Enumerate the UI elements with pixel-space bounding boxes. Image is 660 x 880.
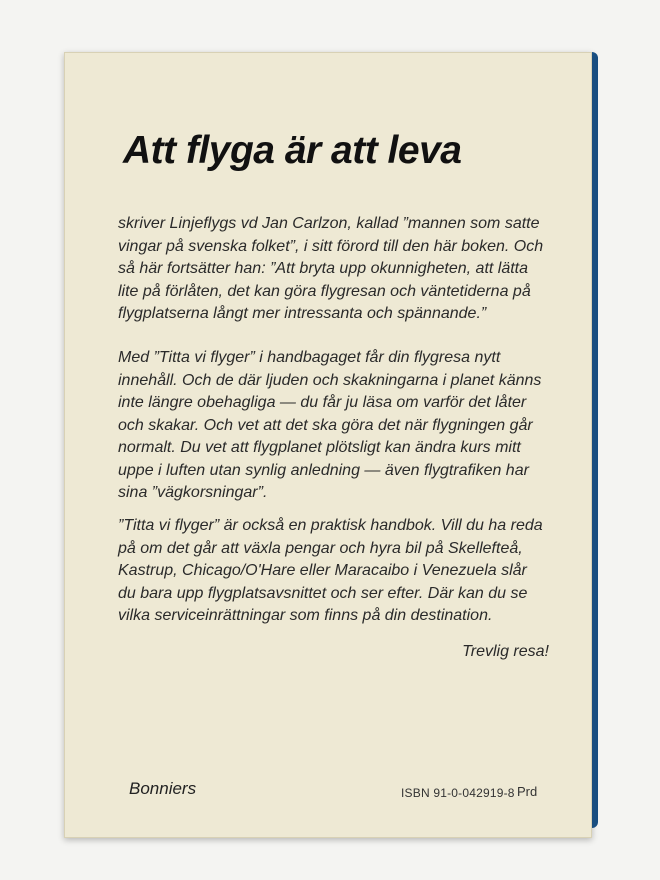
paragraph-content: Med ”Titta vi flyger” i handbagaget får din flygresa nytt innehåll. Och de där ljuden och skakningarna i planet känns inte längre obehagliga — du får ju läsa om varför det låter och skakar. Och vet att det ska göra det när flygningen går normalt. Du vet att flygplanet plötsligt kan ändra kurs mitt uppe i luften utan synlig anledning — även flygtrafiken har sina ”vägkorsningar”. [118,349,542,501]
cover-title: Att flyga är att leva [123,129,462,172]
publisher-name: Bonniers [129,779,197,798]
isbn-number: ISBN 91-0-042919-8 [401,786,515,800]
book-back-cover [64,52,592,838]
paragraph-handbook: ”Titta vi flyger” är också en praktisk handbok. Vill du ha reda på om det går att växla pengar och hyra bil på Skellefteå, Kastrup, Chicago/O'Hare eller Maracaibo i Venezuela slår du bara upp flygplatsavsnittet och ser efter. Där kan du se vilka serviceinrättningar som finns på din destination. [118,517,543,624]
signoff-text: Trevlig resa! [462,643,549,660]
paragraph-intro: skriver Linjeflygs vd Jan Carlzon, kallad ”mannen som satte vingar på svenska folket”, i sitt förord till den här boken. Och så här fortsätter han: ”Att bryta upp okunnigheten, att lätta lite på förlåten, det kan göra flygresan och väntetiderna på flygplatserna långt mer intressanta och spännande.” [118,215,544,322]
product-code: Prd [517,784,538,799]
